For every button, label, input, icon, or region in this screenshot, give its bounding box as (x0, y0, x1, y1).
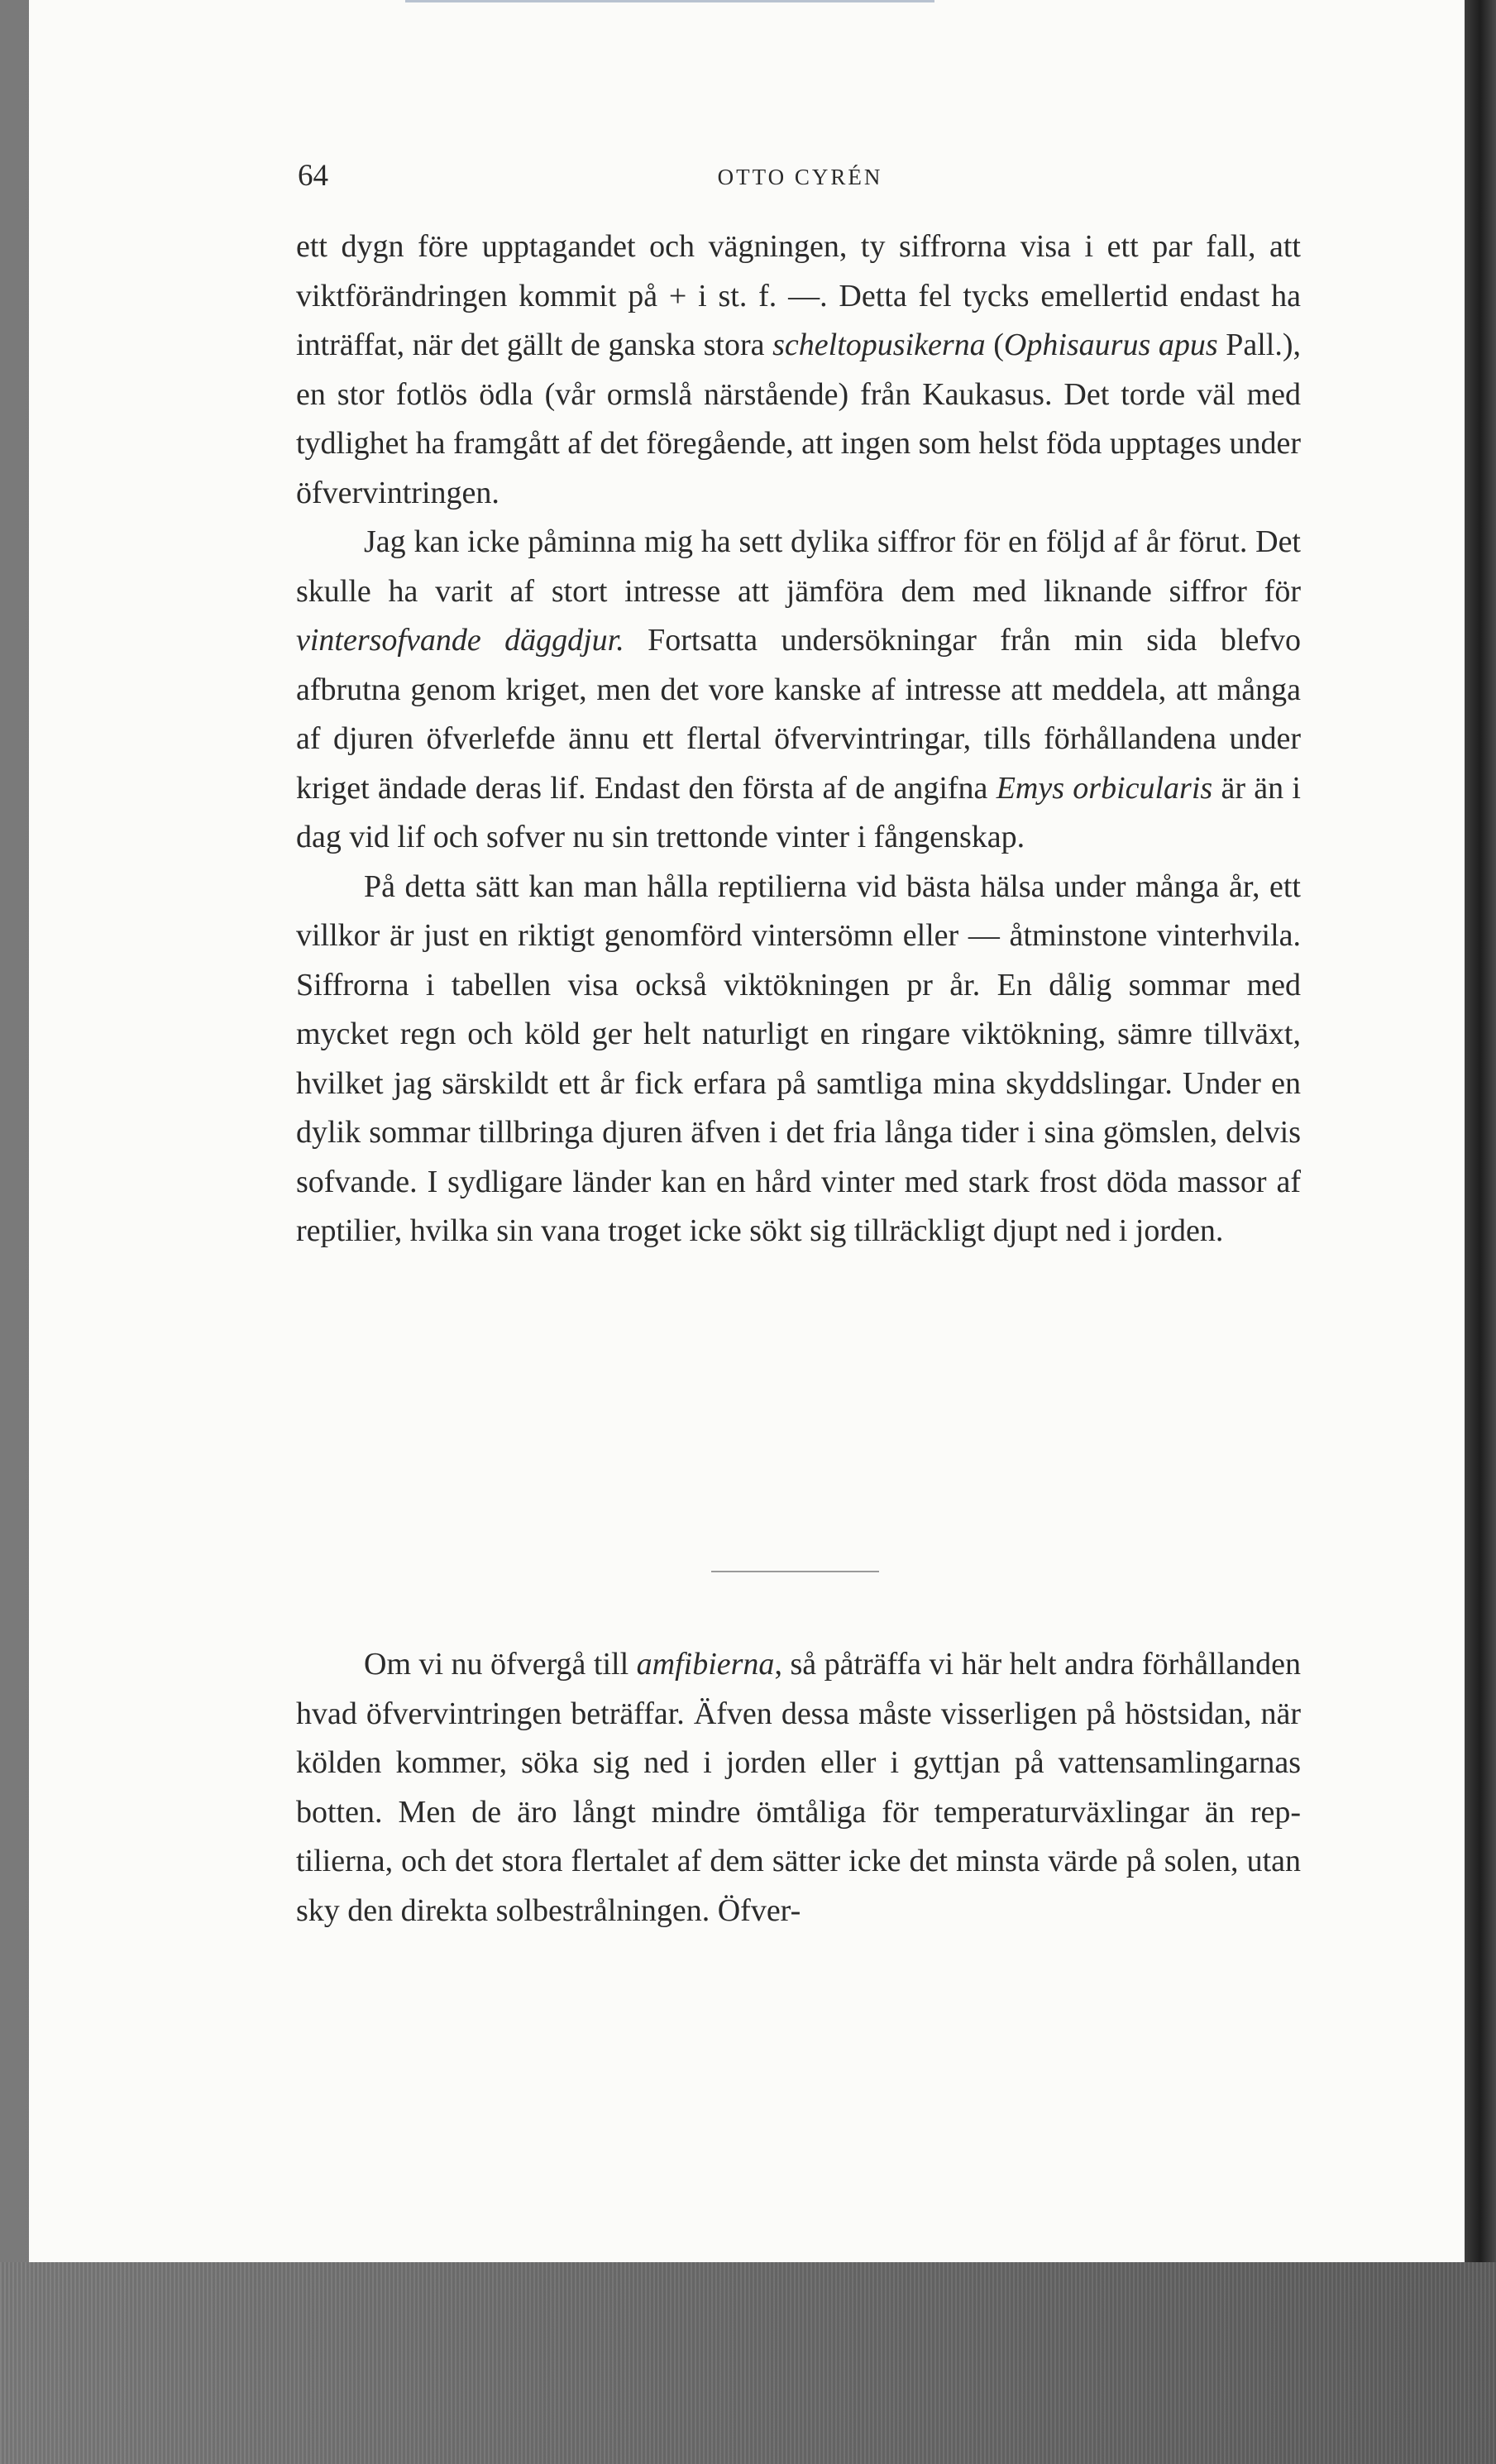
page-binding-edge (1465, 0, 1496, 2262)
italic-term: amfibierna (636, 1647, 775, 1682)
text-run: På detta sätt kan man hålla reptilierna vid bästa hälsa under många år, ett villkor är just en riktigt genomförd vintersömn eller — åtminstone vinterhvila. Siffrorna i tabellen visa också viktökningen pr år. En dålig sommar med mycket regn och köld ger helt naturligt en ringare viktökning, sämre tillväxt, hvilket jag särskildt ett år fick erfara på samtliga mina skyddslingar. Under en dylik sommar tillbringa djuren äfven i det fria långa tider i sina gömslen, delvis sofvande. I sydligare länder kan en hård vinter med stark frost döda massor af reptilier, hvilka sin vana troget icke sökt sig tillräckligt djupt ned i jorden. (296, 868, 1301, 1248)
scan-top-edge (405, 0, 934, 2)
paragraph (296, 518, 1301, 863)
italic-term: scheltopusikerna (772, 328, 986, 362)
paragraph (296, 222, 1301, 518)
running-title: OTTO CYRÉN (717, 165, 883, 189)
section-text (296, 1640, 1301, 1935)
text-run: Jag kan icke påminna mig ha sett dylika siffror för en följd af år förut. Det skulle ha varit af stort intresse att jämföra dem med liknande siffror för (296, 524, 1301, 609)
text-run: Om vi nu öfvergå till (364, 1647, 637, 1682)
running-header (298, 155, 1302, 197)
paragraph (296, 863, 1301, 1256)
page-number: 64 (298, 159, 328, 193)
paragraph (296, 1640, 1301, 1935)
section-divider (711, 1571, 879, 1572)
italic-term: Emys orbicularis (996, 770, 1213, 806)
text-run: ( (985, 328, 1004, 362)
italic-term: vintersofvande däggdjur. (296, 623, 624, 658)
text-run: Pall.), en stor fotlös ödla (vår ormslå närstående) från Kaukasus. Det torde väl med tydlighet ha framgått af det föregående, att ingen som helst föda upptages under öfvervintringen. (296, 328, 1302, 510)
text-run: ett dygn före upptagandet och vägningen, ty siffrorna visa i ett par fall, att viktförändringen kommit på + i st. f. —. Detta fel tycks emellertid endast ha inträffat, när det gällt de ganska stora (296, 229, 1301, 362)
text-run: är än i dag vid lif och sofver nu sin trettonde vinter i fångenskap. (296, 770, 1301, 854)
scanner-bed-area (0, 2262, 1496, 2464)
text-run: Fortsatta undersökningar från min sida blefvo afbrutna genom kriget, men det vore kanske af intresse att meddela, att många af djuren öfverlefde ännu ett flertal öfvervintringar, tills förhållandena under kriget ändade deras lif. Endast den första af de angifna (296, 623, 1301, 806)
body-text (296, 222, 1301, 1256)
italic-term: Ophisaurus apus (1003, 328, 1218, 362)
text-run: , så påträffa vi här helt andra förhållanden hvad öfvervintringen beträffar. Äfven dessa måste visserligen på höstsidan, när kölden kommer, söka sig ned i jorden eller i gyttjan på vattensamlingarnas botten. Men de äro långt mindre ömtåliga för temperaturväxlingar än reptilierna, och det stora flertalet af dem sätter icke det minsta värde på solen, utan sky den direkta solbestrålningen. Öfver- (296, 1647, 1301, 1928)
